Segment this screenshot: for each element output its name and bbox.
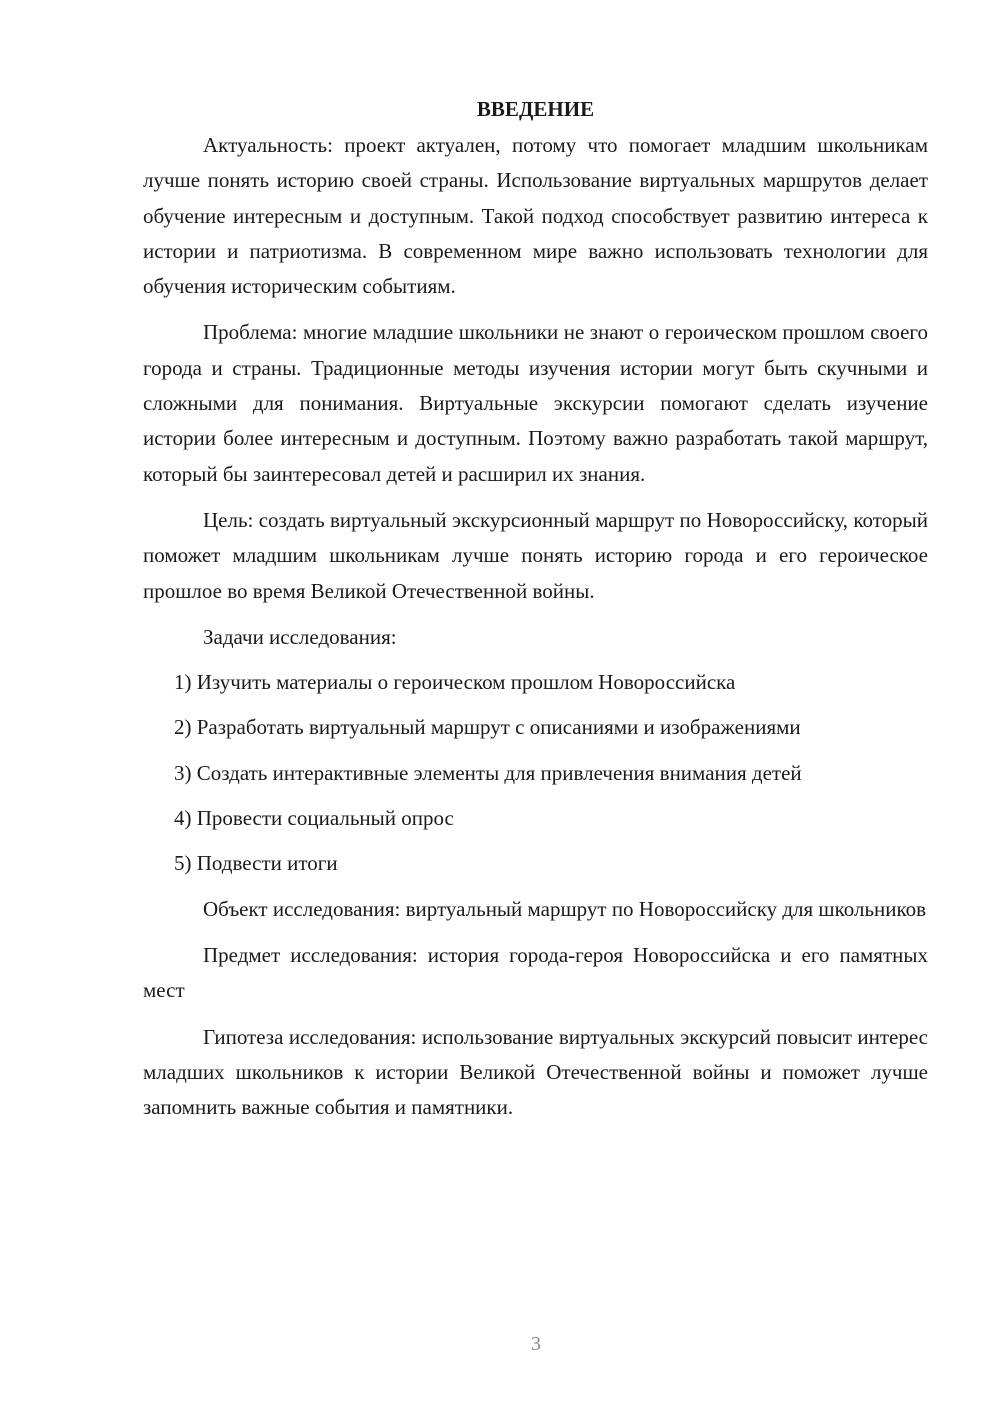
hypothesis-paragraph: Гипотеза исследования: использование виртуальных экскурсий повысит интерес младших школьников к истории Великой Отечественной войны и поможет лучше запомнить важные события и памятники. xyxy=(143,1024,928,1120)
task-item-5: 5) Подвести итоги xyxy=(174,851,338,876)
object-paragraph: Объект исследования: виртуальный маршрут по Новороссийску для школьников xyxy=(203,896,927,921)
page-title: ВВЕДЕНИЕ xyxy=(476,97,595,121)
goal-paragraph: Цель: создать виртуальный экскурсионный маршрут по Новороссийску, который поможет младшим школьникам лучше понять историю города и его героическое прошлое во время Великой Отечественной войны. xyxy=(143,507,928,603)
document-body xyxy=(143,92,928,1136)
tasks-heading: Задачи исследования: xyxy=(203,624,397,649)
page-number: 3 xyxy=(531,1333,541,1355)
task-item-4: 4) Провести социальный опрос xyxy=(174,806,454,831)
tasks-list xyxy=(143,665,928,881)
task-item-3: 3) Создать интерактивные элементы для привлечения внимания детей xyxy=(174,760,802,785)
task-item-2: 2) Разработать виртуальный маршрут с описаниями и изображениями xyxy=(174,715,801,740)
subject-paragraph: Предмет исследования: история города-героя Новороссийска и его памятных мест xyxy=(143,942,928,1003)
relevance-paragraph: Актуальность: проект актуален, потому что помогает младшим школьникам лучше понять историю своей страны. Использование виртуальных маршрутов делает обучение интересным и доступным. Такой подход способствует развитию интереса к истории и патриотизма. В современном мире важно использовать технологии для обучения историческим событиям. xyxy=(143,133,928,299)
task-item-1: 1) Изучить материалы о героическом прошлом Новороссийска xyxy=(174,670,736,695)
problem-paragraph: Проблема: многие младшие школьники не знают о героическом прошлом своего города и страны. Традиционные методы изучения истории могут быть скучными и сложными для понимания. Виртуальные экскурсии помогают сделать изучение истории более интересным и доступным. Поэтому важно разработать такой маршрут, который бы заинтересовал детей и расширил их знания. xyxy=(143,320,928,486)
